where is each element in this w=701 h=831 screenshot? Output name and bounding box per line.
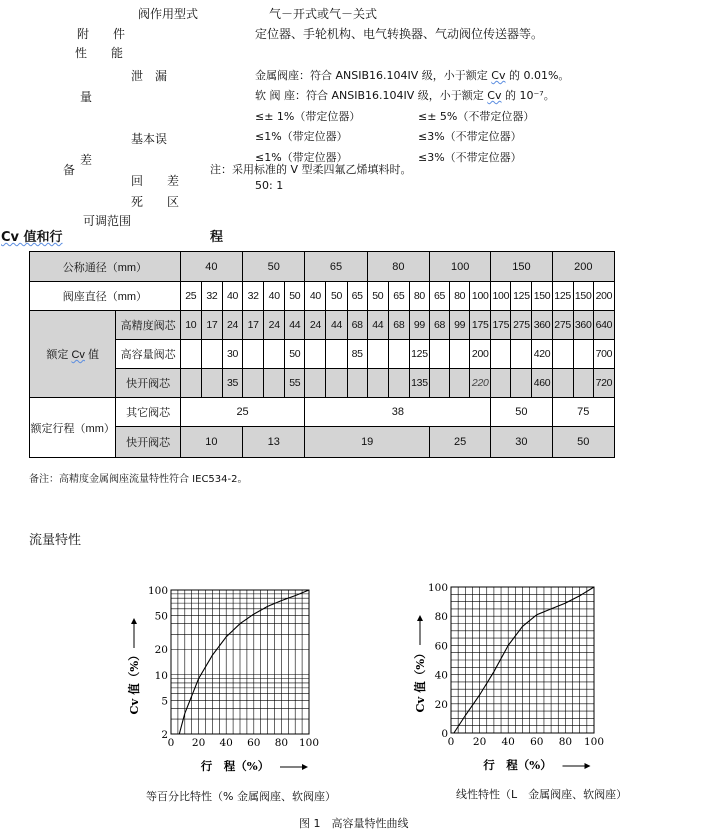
nominal-header: 公称通径（mm） xyxy=(30,252,181,282)
cv-cell: 10 xyxy=(180,311,201,340)
leak-metal-seat: 金属阀座：符合 ANSIB16.104IV 级，小于额定 Cv 的 0.01%。 xyxy=(255,69,570,82)
seat-cell: 65 xyxy=(388,282,409,311)
performance-label: 性 能 xyxy=(75,46,124,60)
error-label-2: 差 xyxy=(80,153,93,167)
cv-cell: 17 xyxy=(243,311,264,340)
cv-cell: 55 xyxy=(285,369,305,398)
error-row-1a: ≤± 1%（带定位器） xyxy=(255,110,361,123)
cv-cell xyxy=(243,340,264,369)
stroke-header: 额定行程（mm） xyxy=(30,398,116,458)
seat-cell: 125 xyxy=(552,282,573,311)
y-tick-label: 10 xyxy=(154,669,168,682)
seat-cell: 32 xyxy=(201,282,222,311)
x-tick-label: 60 xyxy=(247,737,261,749)
cv-cell: 24 xyxy=(264,311,285,340)
seat-cell: 80 xyxy=(450,282,470,311)
cv-cell xyxy=(180,369,201,398)
cv-cell xyxy=(552,340,573,369)
cv-cell xyxy=(201,369,222,398)
y-tick-label: 5 xyxy=(161,695,168,708)
x-tick-label: 0 xyxy=(447,736,455,748)
seat-cell: 32 xyxy=(243,282,264,311)
row-label: 快开阀芯 xyxy=(116,427,180,458)
cv-cell: 68 xyxy=(347,311,367,340)
nominal-150: 150 xyxy=(491,252,552,282)
cv-cell xyxy=(388,340,409,369)
x-tick-label: 40 xyxy=(219,737,233,749)
cv-cell xyxy=(264,369,285,398)
nominal-40: 40 xyxy=(180,252,242,282)
seat-cell: 40 xyxy=(305,282,326,311)
seat-cell: 150 xyxy=(573,282,593,311)
seat-cell: 50 xyxy=(367,282,388,311)
cv-cell xyxy=(511,340,532,369)
cv-cell xyxy=(347,369,367,398)
y-tick-label: 80 xyxy=(434,611,448,624)
type-label: 阀作用型式 xyxy=(138,7,199,21)
x-tick-label: 80 xyxy=(274,737,289,749)
seat-cell: 200 xyxy=(593,282,614,311)
y-tick-label: 2 xyxy=(161,729,168,741)
cv-cell xyxy=(573,369,593,398)
quantity-label: 量 xyxy=(80,90,93,104)
cv-cell xyxy=(367,369,388,398)
y-tick-label: 20 xyxy=(434,698,448,711)
stroke-cell: 38 xyxy=(305,398,491,427)
range-value: 50: 1 xyxy=(255,179,284,192)
linear-chart xyxy=(402,575,617,780)
row-label: 高容量阀芯 xyxy=(116,340,180,369)
cv-header: 额定 Cv 值 xyxy=(30,311,116,398)
seat-cell: 40 xyxy=(264,282,285,311)
equal-percentage-chart xyxy=(120,575,335,780)
table-note: 备注：高精度金属阀座流量特性符合 IEC534-2。 xyxy=(29,474,248,485)
y-tick-label: 40 xyxy=(434,669,448,682)
x-axis-arrowhead xyxy=(302,764,308,770)
seat-cell: 80 xyxy=(409,282,429,311)
section-title-end: 程 xyxy=(210,230,224,245)
cv-cell xyxy=(326,369,347,398)
figure-caption: 图 1 高容量特性曲线 xyxy=(299,817,409,830)
return-diff-label: 回 差 xyxy=(131,174,180,188)
row-label: 快开阀芯 xyxy=(116,369,180,398)
cv-cell: 460 xyxy=(532,369,552,398)
y-tick-label: 100 xyxy=(147,585,168,597)
remark-label: 备 xyxy=(63,163,76,177)
remark-text: 注：采用标准的 V 型柔四氟乙烯填料时。 xyxy=(210,163,412,176)
cv-cell: 360 xyxy=(532,311,552,340)
cv-cell: 125 xyxy=(409,340,429,369)
cv-cell: 30 xyxy=(222,340,242,369)
type-value: 气－开式或气－关式 xyxy=(269,7,378,21)
cv-cell: 175 xyxy=(470,311,491,340)
cv-cell xyxy=(243,369,264,398)
flow-title: 流量特性 xyxy=(29,533,82,548)
chart2-caption: 线性特性（L 金属阀座、软阀座） xyxy=(456,788,628,801)
seat-cell: 25 xyxy=(180,282,201,311)
y-tick-label: 0 xyxy=(441,728,448,740)
row-label: 其它阀芯 xyxy=(116,398,180,427)
seat-cell: 40 xyxy=(222,282,242,311)
cv-cell xyxy=(552,369,573,398)
basic-error-label: 基本误 xyxy=(131,132,168,146)
x-axis-label: 行 程（%） xyxy=(200,759,270,773)
seat-cell: 100 xyxy=(470,282,491,311)
cv-cell xyxy=(511,369,532,398)
cv-cell xyxy=(180,340,201,369)
cv-cell xyxy=(491,369,511,398)
cv-cell: 275 xyxy=(511,311,532,340)
leak-soft-seat: 软 阀 座：符合 ANSIB16.104IV 级，小于额定 Cv 的 10⁻⁷。 xyxy=(255,89,555,102)
x-tick-label: 20 xyxy=(472,736,487,748)
cv-cell xyxy=(326,340,347,369)
cv-cell xyxy=(367,340,388,369)
stroke-cell: 30 xyxy=(491,427,552,458)
stroke-cell: 50 xyxy=(491,398,552,427)
x-tick-label: 0 xyxy=(167,737,175,749)
cv-cell: 220 xyxy=(470,369,491,398)
cv-cell: 720 xyxy=(593,369,614,398)
cv-cell: 640 xyxy=(593,311,614,340)
cv-cell: 44 xyxy=(326,311,347,340)
cv-cell xyxy=(388,369,409,398)
error-row-2b: ≤3%（不带定位器） xyxy=(418,130,522,143)
stroke-cell: 25 xyxy=(180,398,305,427)
row-label: 高精度阀芯 xyxy=(116,311,180,340)
seat-cell: 100 xyxy=(491,282,511,311)
y-tick-label: 60 xyxy=(434,640,448,653)
cv-cell: 68 xyxy=(388,311,409,340)
x-axis-arrowhead xyxy=(585,763,591,769)
dead-zone-label: 死 区 xyxy=(131,195,180,209)
cv-cell: 50 xyxy=(285,340,305,369)
seat-cell: 50 xyxy=(326,282,347,311)
cv-cell: 135 xyxy=(409,369,429,398)
stroke-cell: 50 xyxy=(552,427,614,458)
leak-label: 泄 漏 xyxy=(131,69,168,83)
error-row-3a: ≤1%（带定位器） xyxy=(255,151,348,164)
cv-cell xyxy=(450,340,470,369)
x-tick-label: 20 xyxy=(191,737,206,749)
error-row-3b: ≤3%（不带定位器） xyxy=(418,151,522,164)
nominal-80: 80 xyxy=(367,252,429,282)
y-tick-label: 20 xyxy=(154,644,168,657)
cv-cell: 700 xyxy=(593,340,614,369)
accessory-label: 附 件 xyxy=(77,27,126,41)
cv-cell xyxy=(573,340,593,369)
y-tick-label: 100 xyxy=(427,582,448,594)
chart1-caption: 等百分比特性（% 金属阀座、软阀座） xyxy=(146,790,336,803)
range-label: 可调范围 xyxy=(83,214,132,228)
y-axis-arrowhead xyxy=(417,615,423,621)
cv-table xyxy=(29,251,615,458)
cv-cell: 17 xyxy=(201,311,222,340)
cv-cell xyxy=(430,340,450,369)
x-tick-label: 100 xyxy=(583,736,605,748)
x-tick-label: 40 xyxy=(501,736,515,748)
cv-cell xyxy=(305,340,326,369)
x-tick-label: 60 xyxy=(530,736,544,748)
stroke-cell: 75 xyxy=(552,398,614,427)
stroke-cell: 13 xyxy=(243,427,305,458)
stroke-cell: 25 xyxy=(430,427,491,458)
cv-cell: 24 xyxy=(222,311,242,340)
seat-cell: 150 xyxy=(532,282,552,311)
cv-cell: 85 xyxy=(347,340,367,369)
y-axis-label: Cv 值（%） xyxy=(413,647,427,713)
cv-cell: 99 xyxy=(409,311,429,340)
nominal-50: 50 xyxy=(243,252,305,282)
x-tick-label: 100 xyxy=(298,737,320,749)
cv-cell xyxy=(305,369,326,398)
seat-cell: 65 xyxy=(347,282,367,311)
cv-cell xyxy=(201,340,222,369)
x-tick-label: 80 xyxy=(558,736,573,748)
cv-cell: 44 xyxy=(367,311,388,340)
cv-cell xyxy=(491,340,511,369)
cv-cell: 68 xyxy=(430,311,450,340)
cv-cell: 99 xyxy=(450,311,470,340)
seat-cell: 125 xyxy=(511,282,532,311)
cv-cell xyxy=(450,369,470,398)
nominal-100: 100 xyxy=(430,252,491,282)
accessory-value: 定位器、手轮机构、电气转换器、气动阀位传送器等。 xyxy=(255,27,544,41)
cv-cell: 420 xyxy=(532,340,552,369)
cv-cell: 35 xyxy=(222,369,242,398)
cv-cell: 200 xyxy=(470,340,491,369)
seat-cell: 50 xyxy=(285,282,305,311)
nominal-65: 65 xyxy=(305,252,367,282)
y-tick-label: 50 xyxy=(154,610,168,623)
cv-cell: 44 xyxy=(285,311,305,340)
stroke-cell: 19 xyxy=(305,427,430,458)
cv-cell xyxy=(430,369,450,398)
y-axis-label: Cv 值（%） xyxy=(127,649,141,715)
nominal-200: 200 xyxy=(552,252,614,282)
cv-cell: 360 xyxy=(573,311,593,340)
cv-cell: 175 xyxy=(491,311,511,340)
error-row-1b: ≤± 5%（不带定位器） xyxy=(418,110,535,123)
error-row-2a: ≤1%（带定位器） xyxy=(255,130,348,143)
seat-header: 阀座直径（mm） xyxy=(30,282,181,311)
cv-cell: 275 xyxy=(552,311,573,340)
x-axis-label: 行 程（%） xyxy=(483,758,552,772)
section-title: Cv 值和行 xyxy=(1,230,63,245)
cv-cell: 24 xyxy=(305,311,326,340)
y-axis-arrowhead xyxy=(131,618,137,624)
cv-cell xyxy=(264,340,285,369)
seat-cell: 65 xyxy=(430,282,450,311)
stroke-cell: 10 xyxy=(180,427,242,458)
